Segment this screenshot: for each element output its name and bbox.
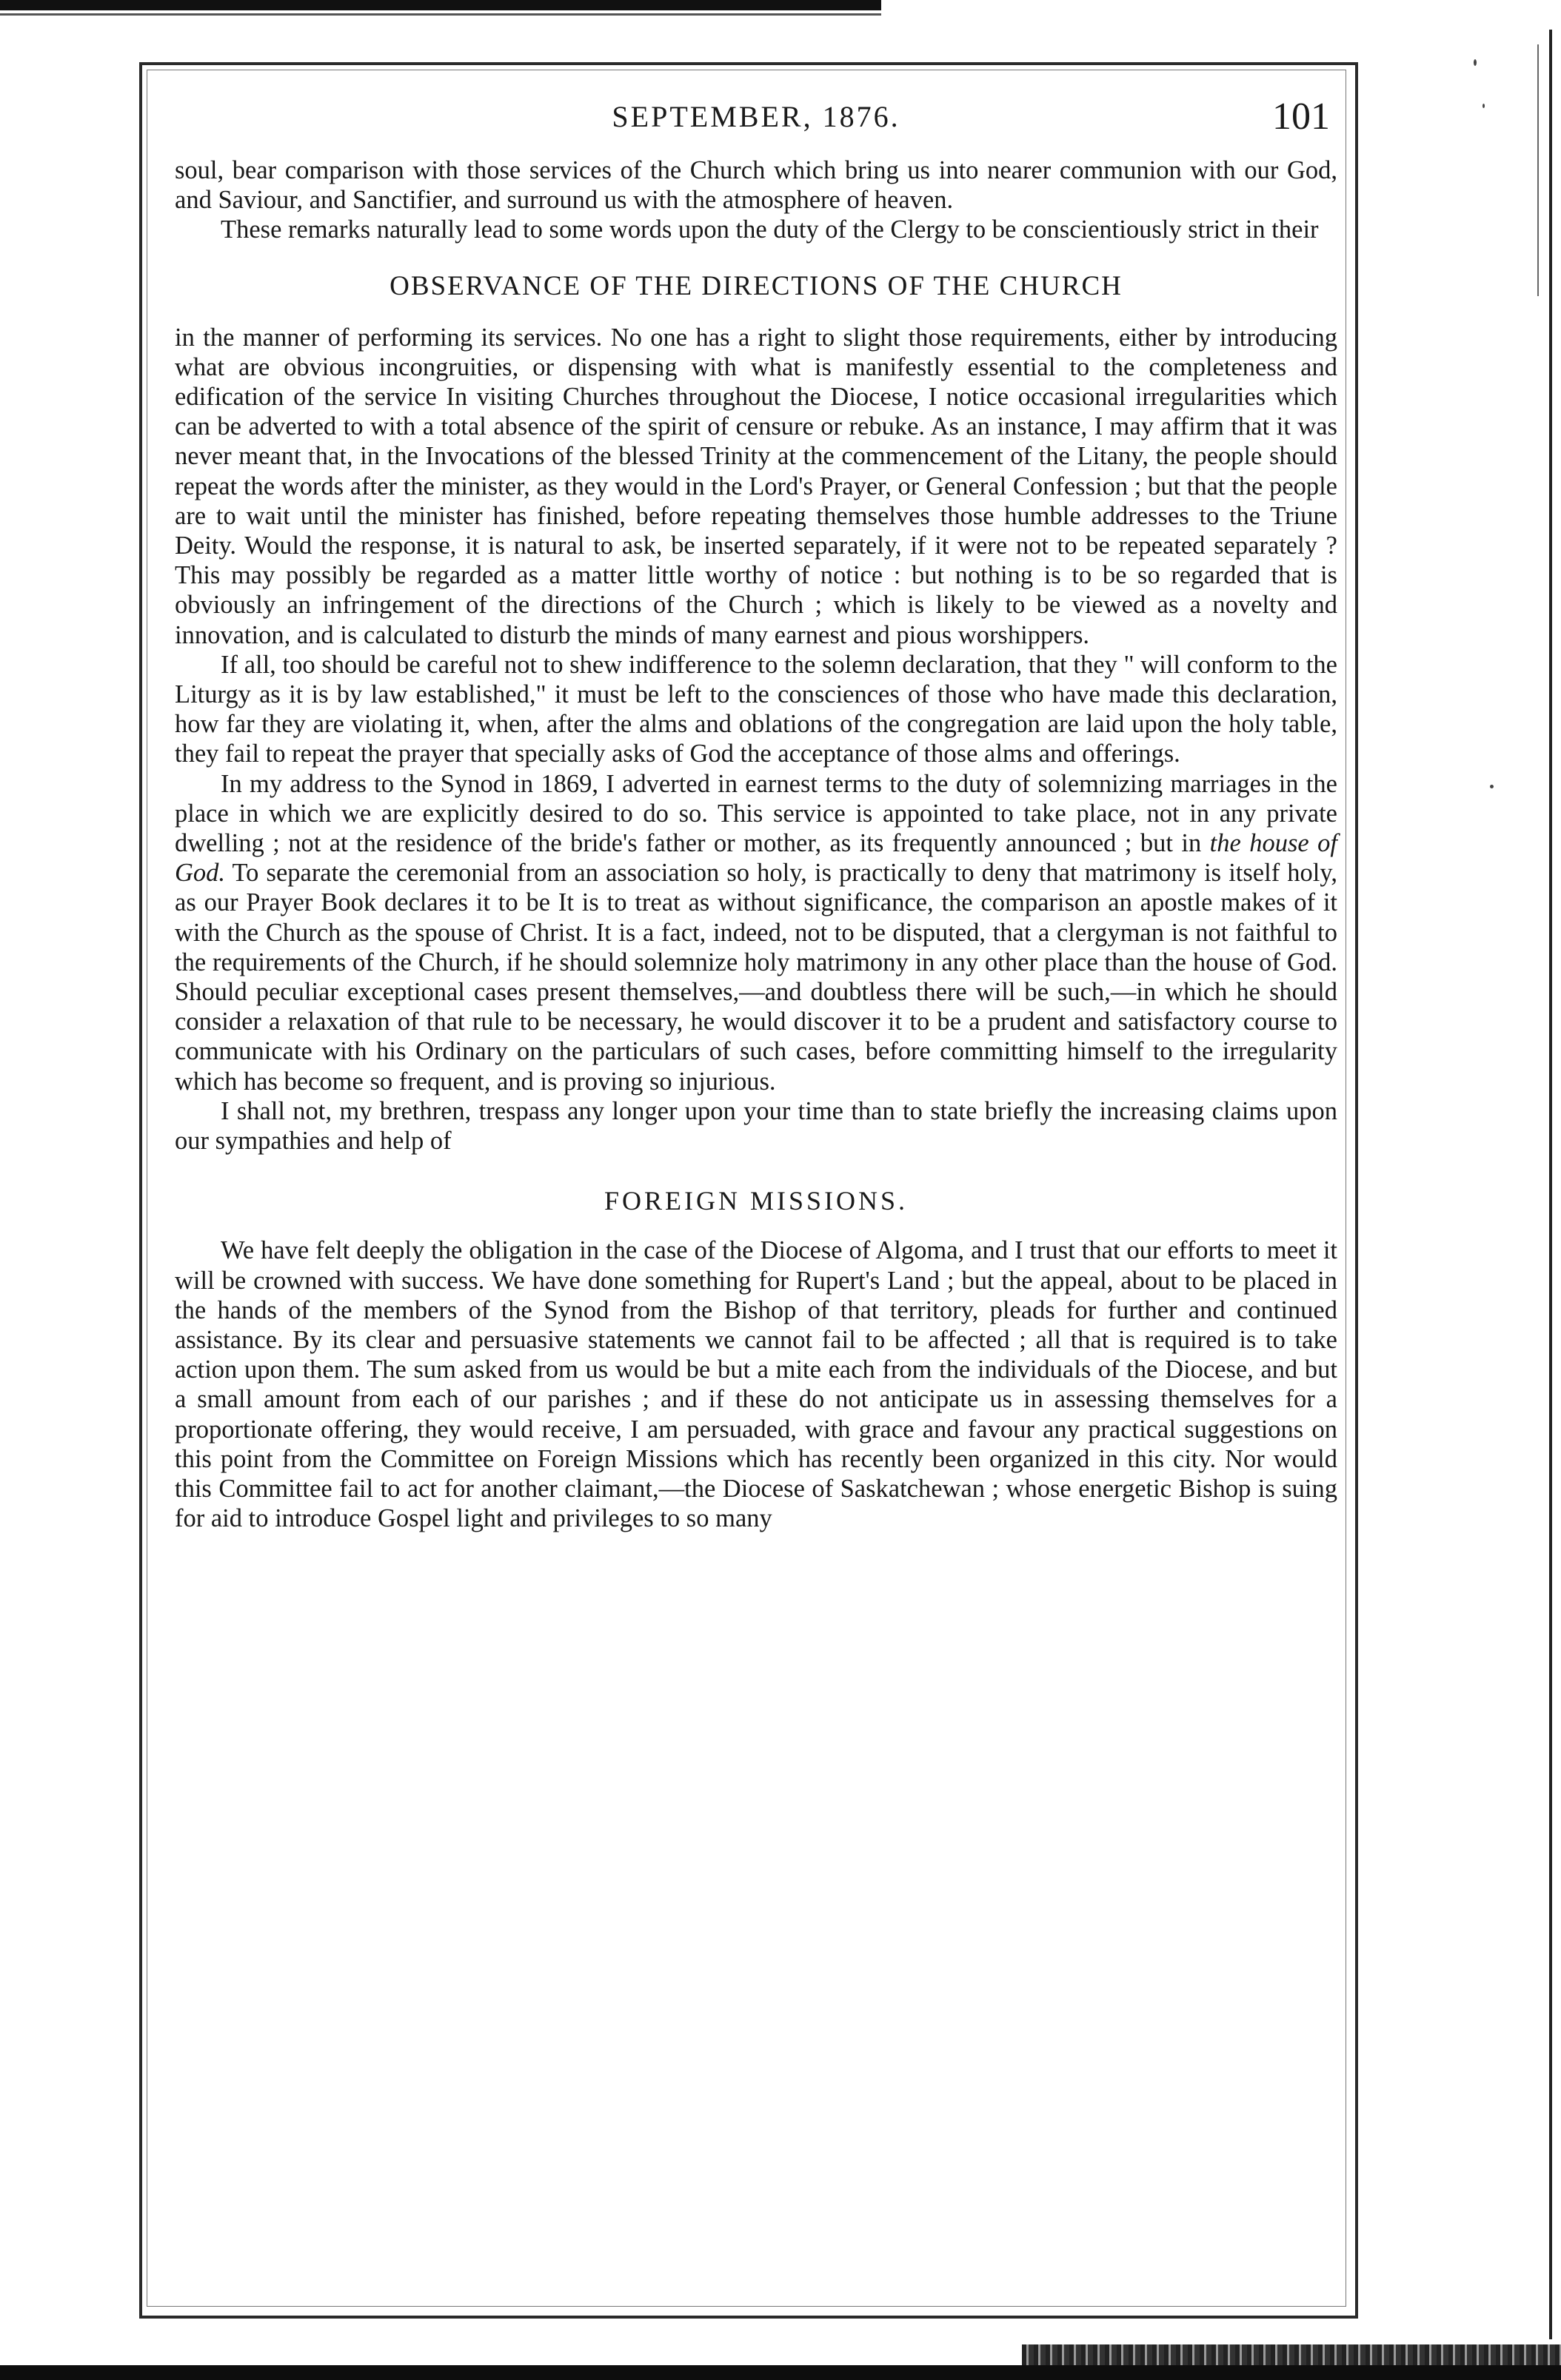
scan-bottom-border	[0, 2365, 1561, 2380]
scan-top-border	[0, 0, 881, 10]
paragraph-if-all: If all, too should be careful not to shew indifference to the solemn declaration, that they " will conform to the Liturgy as it is by law established," it must be left to the consciences of those who have made this declaration, how far they are violating it, when, after the alms and oblations of the congregation are laid upon the holy table, they fail to repeat the prayer that specially asks of God the acceptance of those alms and offerings.	[175, 650, 1337, 768]
scan-bottom-noise	[1022, 2344, 1561, 2365]
marriage-text-emphasis: the house of God.	[175, 829, 1337, 888]
page-number: 101	[1272, 95, 1330, 138]
paragraph-remarks: These remarks naturally lead to some words upon the duty of the Clergy to be conscientiously strict in their	[221, 215, 1319, 244]
body-text	[175, 155, 1337, 1533]
scan-speck	[1490, 785, 1494, 788]
section-heading-observance: OBSERVANCE OF THE DIRECTIONS OF THE CHURCH	[390, 270, 1123, 301]
scan-speck	[1483, 104, 1485, 108]
paragraph-missions: We have felt deeply the obligation in the case of the Diocese of Algoma, and I trust that our efforts to meet it will be crowned with success. We have done something for Rupert's Land ; but the appeal, about to be placed in the hands of the members of the Synod from the Bishop of that territory, pleads for further and continued assistance. By its clear and persuasive statements we cannot fail to be affected ; all that is required is to take action upon them. The sum asked from us would be but a mite each from the individuals of the Diocese, and but a small amount from each of our parishes ; and if these do not anticipate us in assessing themselves for a proportionate offering, they would receive, I am persuaded, with grace and favour any practical suggestions on this point from the Committee on Foreign Missions which has recently been organized in this city. Nor would this Committee fail to act for another claimant,—the Diocese of Saskatchewan ; whose energetic Bishop is suing for aid to introduce Gospel light and privileges to so many	[175, 1236, 1337, 1533]
page-header	[175, 89, 1337, 155]
page-content	[175, 89, 1337, 1533]
paragraph-manner: in the manner of performing its services. No one has a right to slight those requirements, either by introducing what are obvious incongruities, or dispensing with what is manifestly essential to the completeness and edification of the service In visiting Churches throughout the Diocese, I notice occasional irregularities which can be adverted to with a total absence of the spirit of censure or rebuke. As an instance, I may affirm that it was never meant that, in the Invocations of the blessed Trinity at the commencement of the Litany, the people should repeat the words after the minister, as they would in the Lord's Prayer, or General Confession ; but that the people are to wait until the minister has finished, before repeating themselves those humble addresses to the Triune Deity. Would the response, it is natural to ask, be inserted separately, if it were not to be repeated separately ? This may possibly be regarded as a matter little worthy of notice : but nothing is to be so regarded that is obviously an infringement of the directions of the Church ; which is likely to be viewed as a novelty and innovation, and is calculated to disturb the minds of many earnest and pious worshippers.	[175, 323, 1337, 649]
scan-speck	[1474, 59, 1477, 66]
paragraph-soul: soul, bear comparison with those services of the Church which bring us into nearer communion with our God, and Saviour, and Sanctifier, and surround us with the atmosphere of heaven.	[175, 156, 1337, 215]
paragraph-marriage	[175, 769, 1337, 1096]
paragraph-brethren: I shall not, my brethren, trespass any longer upon your time than to state briefly the increasing claims upon our sympathies and help of	[175, 1096, 1337, 1156]
scan-top-rule	[0, 13, 881, 16]
running-head: SEPTEMBER, 1876.	[612, 100, 900, 133]
marriage-text-after: To separate the ceremonial from an association so holy, is practically to deny that matrimony is itself holy, as our Prayer Book declares it to be It is to treat as without significance, the comparison an apostle makes of it with the Church as the spouse of Christ. It is a fact, indeed, not to be disputed, that a clergyman is not faithful to the requirements of the Church, if he should solemnize holy matrimony in any other place than the house of God. Should peculiar exceptional cases present themselves,—and doubtless there will be such,—in which he should consider a relaxation of that rule to be necessary, he would discover it to be a prudent and satisfactory course to communicate with his Ordinary on the particulars of such cases, before committing himself to the irregularity which has become so frequent, and is proving so injurious.	[175, 859, 1337, 1096]
scan-right-mark	[1537, 44, 1539, 296]
marriage-text-before: In my address to the Synod in 1869, I adverted in earnest terms to the duty of solemnizing marriages in the place in which we are explicitly desired to do so. This service is appointed to take place, not in any private dwelling ; not at the residence of the bride's father or mother, as its frequently announced ; but in	[175, 769, 1337, 858]
scan-right-edge	[1549, 30, 1552, 2339]
section-heading-foreign-missions: FOREIGN MISSIONS.	[604, 1186, 909, 1216]
